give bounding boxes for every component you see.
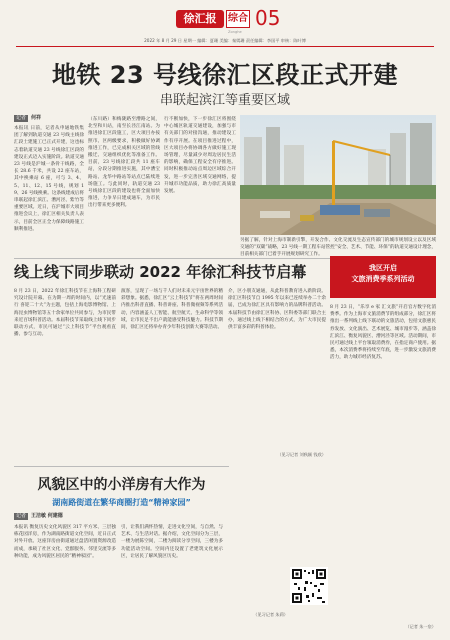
article3-col2: 引，让我们满怀热情，走进文化空间，与自然、与艺术、与生活对话。据介绍，文化空间分为三层，一楼为展陈空间，二楼为阅读分享空间，三楼为多功能活动空间。空间内还设置了老建筑文化展示区，让居民了解风貌区历史。: [121, 525, 223, 559]
section-label: 综合: [226, 10, 250, 28]
article1-caption: 另据了解，针对上海市制新引擎，开发合作、文化交流及生态宣传部门的城市规划设立以及区域交通的“双碳”战略，23 号线一期工程车站管控“安全、艺术、节能、环保”的轨道交通设计理念，目前相关部门已着手开展规划研究工作。: [240, 238, 436, 258]
sidebar-title-line2: 文旅消费季系列活动: [351, 275, 415, 283]
brand-logo: 徐汇报: [176, 10, 224, 28]
article1-col1: 本报讯 日前，记者从申通地铁集团了解到轨道交通 23 号线主线徐汇段土建施工已正式开建，这也标志着轨道交通 23 号线徐汇区段的建设正式迈入实施阶段。轨道交通 23 号线是沪城一条骨干线路，全长 28.6 千米，共设 22 座车站，其中换乘站 6 座，可与 3、4、5、11、12、15 号线，规划 19、26 号线换乘。这条线建成后将串联起徐汇滨江、漕河泾、紫竹等重要区域。近日，在沪城市大项目推进会议上，徐汇区相关负责人表示，目前全区正全力保障线路施工顺利推进。: [14, 126, 84, 232]
article1-col3: 行不断加快，下一步徐汇区将围绕中心城区轨道交通建设，加强与市有关部门的对接沟通，推动建设工作有序开展。在项目推进过程中，区大项目办将协调各方做好施工现场管理，尽量减少对周边居民生活的影响，确保工程安全有序推进。同时积极推动站点周边区域综合开发，进一步完善区域交通网络，提升城市功能品质，助力徐汇高质量发展。: [164, 117, 236, 195]
page-number: 05: [255, 6, 281, 30]
byline-tag: 记者: [16, 115, 27, 121]
masthead-info: 2022 年 8 月 29 日 星期一 编辑：夏珊 美编：秦嫣珊 责任编辑：李国平 审核：陈叶博: [144, 38, 306, 43]
article1-byline: [14, 115, 41, 122]
article2-author: （见习记者 刘秋颖 钱欣）: [277, 452, 326, 457]
divider-top: [14, 258, 330, 259]
article3-headline: 风貌区中的小洋房有大作为: [37, 477, 206, 493]
sidebar-title-line1: 我区开启: [369, 264, 397, 272]
article2-headline: 线上线下同步联动 2022 年徐汇科技节启幕: [14, 263, 307, 281]
divider-mid: [14, 466, 229, 467]
article3-author: （见习记者 朱莉）: [253, 612, 288, 617]
article1-subheadline: 串联起滨江等重要区域: [159, 93, 290, 108]
sidebar-author: （记者 朱一宸）: [405, 624, 436, 629]
article3-byline: [14, 513, 63, 520]
article1-col2: （东川路）和梅陇路至漕路之间，北至和川站，南至长泾江南站。为推进徐汇区段施工，区大项目办按照市、区两级要求，积极做好协调推进工作，已完成相关区域的管线搬迁、交通组织优化等准备工作。目前，23 号线徐汇段共 11 座车站，分段分期推进实施，其中漕宝路站、龙华中路站等站点已陆续进场施工。与此同时，轨道交通 23 号线徐汇区段的建设也将全面加快推进，力争早日建成通车，为市民出行带来更多便利。: [88, 117, 160, 209]
article2-col1: 8 月 23 日，2022 年徐汇科技节在上海科工程研究设计院开幕。在为期一周的时间内，以“光速前行 喜迎二十大”为主题，包括上海电影博物馆、上海昆虫博物馆等五十余家单位共同参与，为市民带来近百场科普活动。本届科技节采取线上线下同步联动方式，市民可通过“云上科技节”平台观看直播、参与互动。: [14, 289, 116, 338]
construction-photo-art: [240, 115, 436, 235]
article2-col2: 演客，呈现了一场与千人们对未来元宇宙世界的精彩想象。据悉，徐汇区“云上科技节”将在两周时间内推出科普直播、科普讲座、科普微视频等系列活动，内容涵盖人工智能、航空航天、生命科学等领域，让市民足不出户就能感受科技魅力。科技节期间，徐汇区还将举办青少年科技创新大赛等活动。: [121, 289, 223, 331]
article3-col3-top: [228, 524, 326, 564]
byline-tag: 记者: [16, 513, 27, 519]
byline-name: 何祥: [31, 115, 42, 121]
masthead-rule: [16, 46, 434, 47]
construction-photo: [240, 115, 436, 235]
sidebar-body: 8 月 23 日，“乐享 e 家 汇文旅”开启官方数字化消费季。作为上海市文旅消费节的组成部分，徐汇区将推出一系列线上线下联动的文旅活动，包括文旅惠民券发放、文化演出、艺术展览、城市漫步等，涵盖徐汇滨江、衡复风貌区、漕河泾等区域。活动期间，市民可通过线上平台领取消费券，在指定商户使用。据悉，本次消费季将持续至年底，进一步激发文旅消费活力，助力城市经济复苏。: [330, 305, 436, 361]
article3-col1: 本报讯 衡复历史文化风貌区 317 平方米、三层独栋花园洋房，作为湖南路街道文化空间，近日正式对外开放。这座洋房由街道通过盘活闲置资源改造而成，承载了社区文化、党群服务、邻里交流等多种功能，成为风貌区居民的“精神家园”。: [14, 525, 116, 559]
article3-subheadline: 湖南路街道在繁华商圈打造“精神家园”: [52, 498, 191, 507]
article1-headline: 地铁 23 号线徐汇区段正式开建: [51, 61, 399, 89]
qr-code-art: [290, 567, 328, 605]
sidebar-title-box: [330, 256, 436, 298]
section-sub: Zonghe: [228, 30, 242, 34]
article2-col3: 介，区小朋友通通，从此科普教育进入新阶段。徐汇区科技节自 1995 年以来已连续举办二十余届，已成为徐汇区具有影响力的品牌科普活动。本届科技节由徐汇区科协、区科委等部门联合主办，通过线上线下相结合的方式，为广大市民提供丰富多彩的科普体验。: [228, 289, 326, 331]
byline-name: 王洁敏 何建德: [31, 513, 63, 519]
qr-code-icon: [290, 567, 328, 605]
masthead: [0, 0, 450, 50]
